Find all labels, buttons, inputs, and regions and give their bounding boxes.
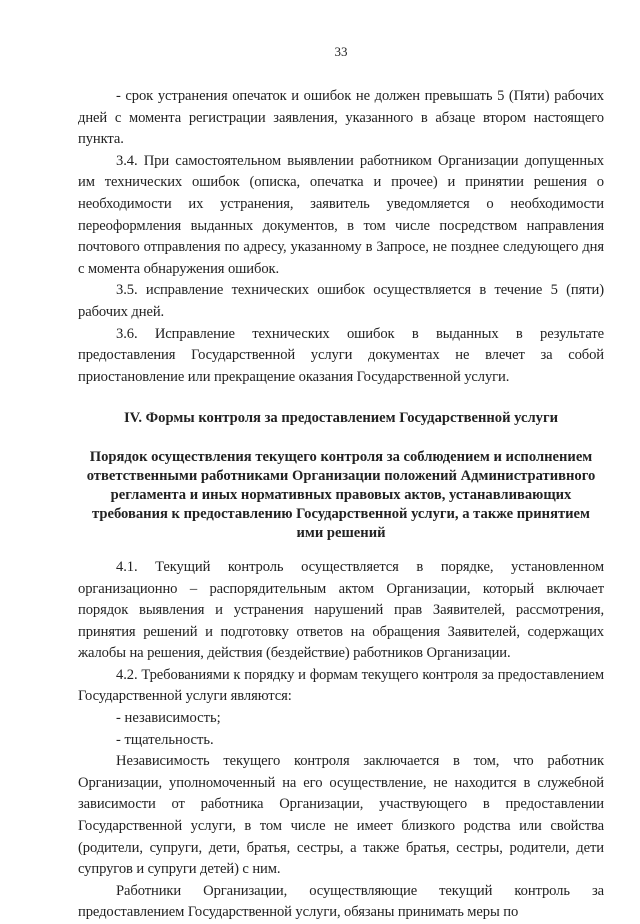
section-title: IV. Формы контроля за предоставлением Государственной услуги (124, 410, 558, 427)
page-number: 33 (334, 44, 348, 59)
requirement-item: - независимость; (116, 710, 221, 727)
paragraph-independence: Независимость текущего контроля заключается в том, что работник Организации, уполномоченный на его осуществление, не находится в служебной зависимости от работника Организации, участвующего в предоставлении Государственной услуги, в том числе не имеет близкого родства или свойства (родители, супруги, дети, братья, сестры, а также братья, сестры, родители, дети супругов и супруги детей) с ним. (78, 753, 604, 878)
requirement-item: - тщательность. (116, 731, 214, 748)
paragraph-3-5: 3.5. исправление технических ошибок осуществляется в течение 5 (пяти) рабочих дней. (78, 282, 604, 320)
paragraph-deadline-typos: - срок устранения опечаток и ошибок не должен превышать 5 (Пяти) рабочих дней с момента регистрации заявления, указанного в абзаце втором настоящего пункта. (78, 88, 604, 148)
subsection-title: Порядок осуществления текущего контроля за соблюдением и исполнением ответственными работниками Организации положений Административного регламента и иных нормативных правовых актов, устанавливающих требования к предоставлению Государственной услуги, а также принятием ими решений (86, 448, 596, 541)
paragraph-employees: Работники Организации, осуществляющие текущий контроль за предоставлением Государственной услуги, обязаны принимать меры по (78, 882, 604, 921)
paragraph-3-6: 3.6. Исправление технических ошибок в выданных в результате предоставления Государственной услуги документах не влечет за собой приостановление или прекращение оказания Государственной услуги. (78, 325, 604, 385)
paragraph-4-2: 4.2. Требованиями к порядку и формам текущего контроля за предоставлением Государственной услуги являются: (78, 666, 604, 705)
paragraph-4-1: 4.1. Текущий контроль осуществляется в порядке, установленном организационно – распорядительным актом Организации, который включает порядок выявления и устранения нарушений прав Заявителей, рассмотрения, принятия решений и подготовку ответов на обращения Заявителей, содержащих жалобы на решения, действия (бездействие) работников Организации. (78, 558, 604, 662)
paragraph-3-4: 3.4. При самостоятельном выявлении работником Организации допущенных им технических ошибок (описка, опечатка и прочее) и принятии решения о необходимости их устранения, заявитель уведомляется о необходимости переоформления выданных документов, в том числе посредством направления почтового отправления по адресу, указанному в Запросе, не позднее следующего дня с момента обнаружения ошибок. (78, 152, 604, 277)
